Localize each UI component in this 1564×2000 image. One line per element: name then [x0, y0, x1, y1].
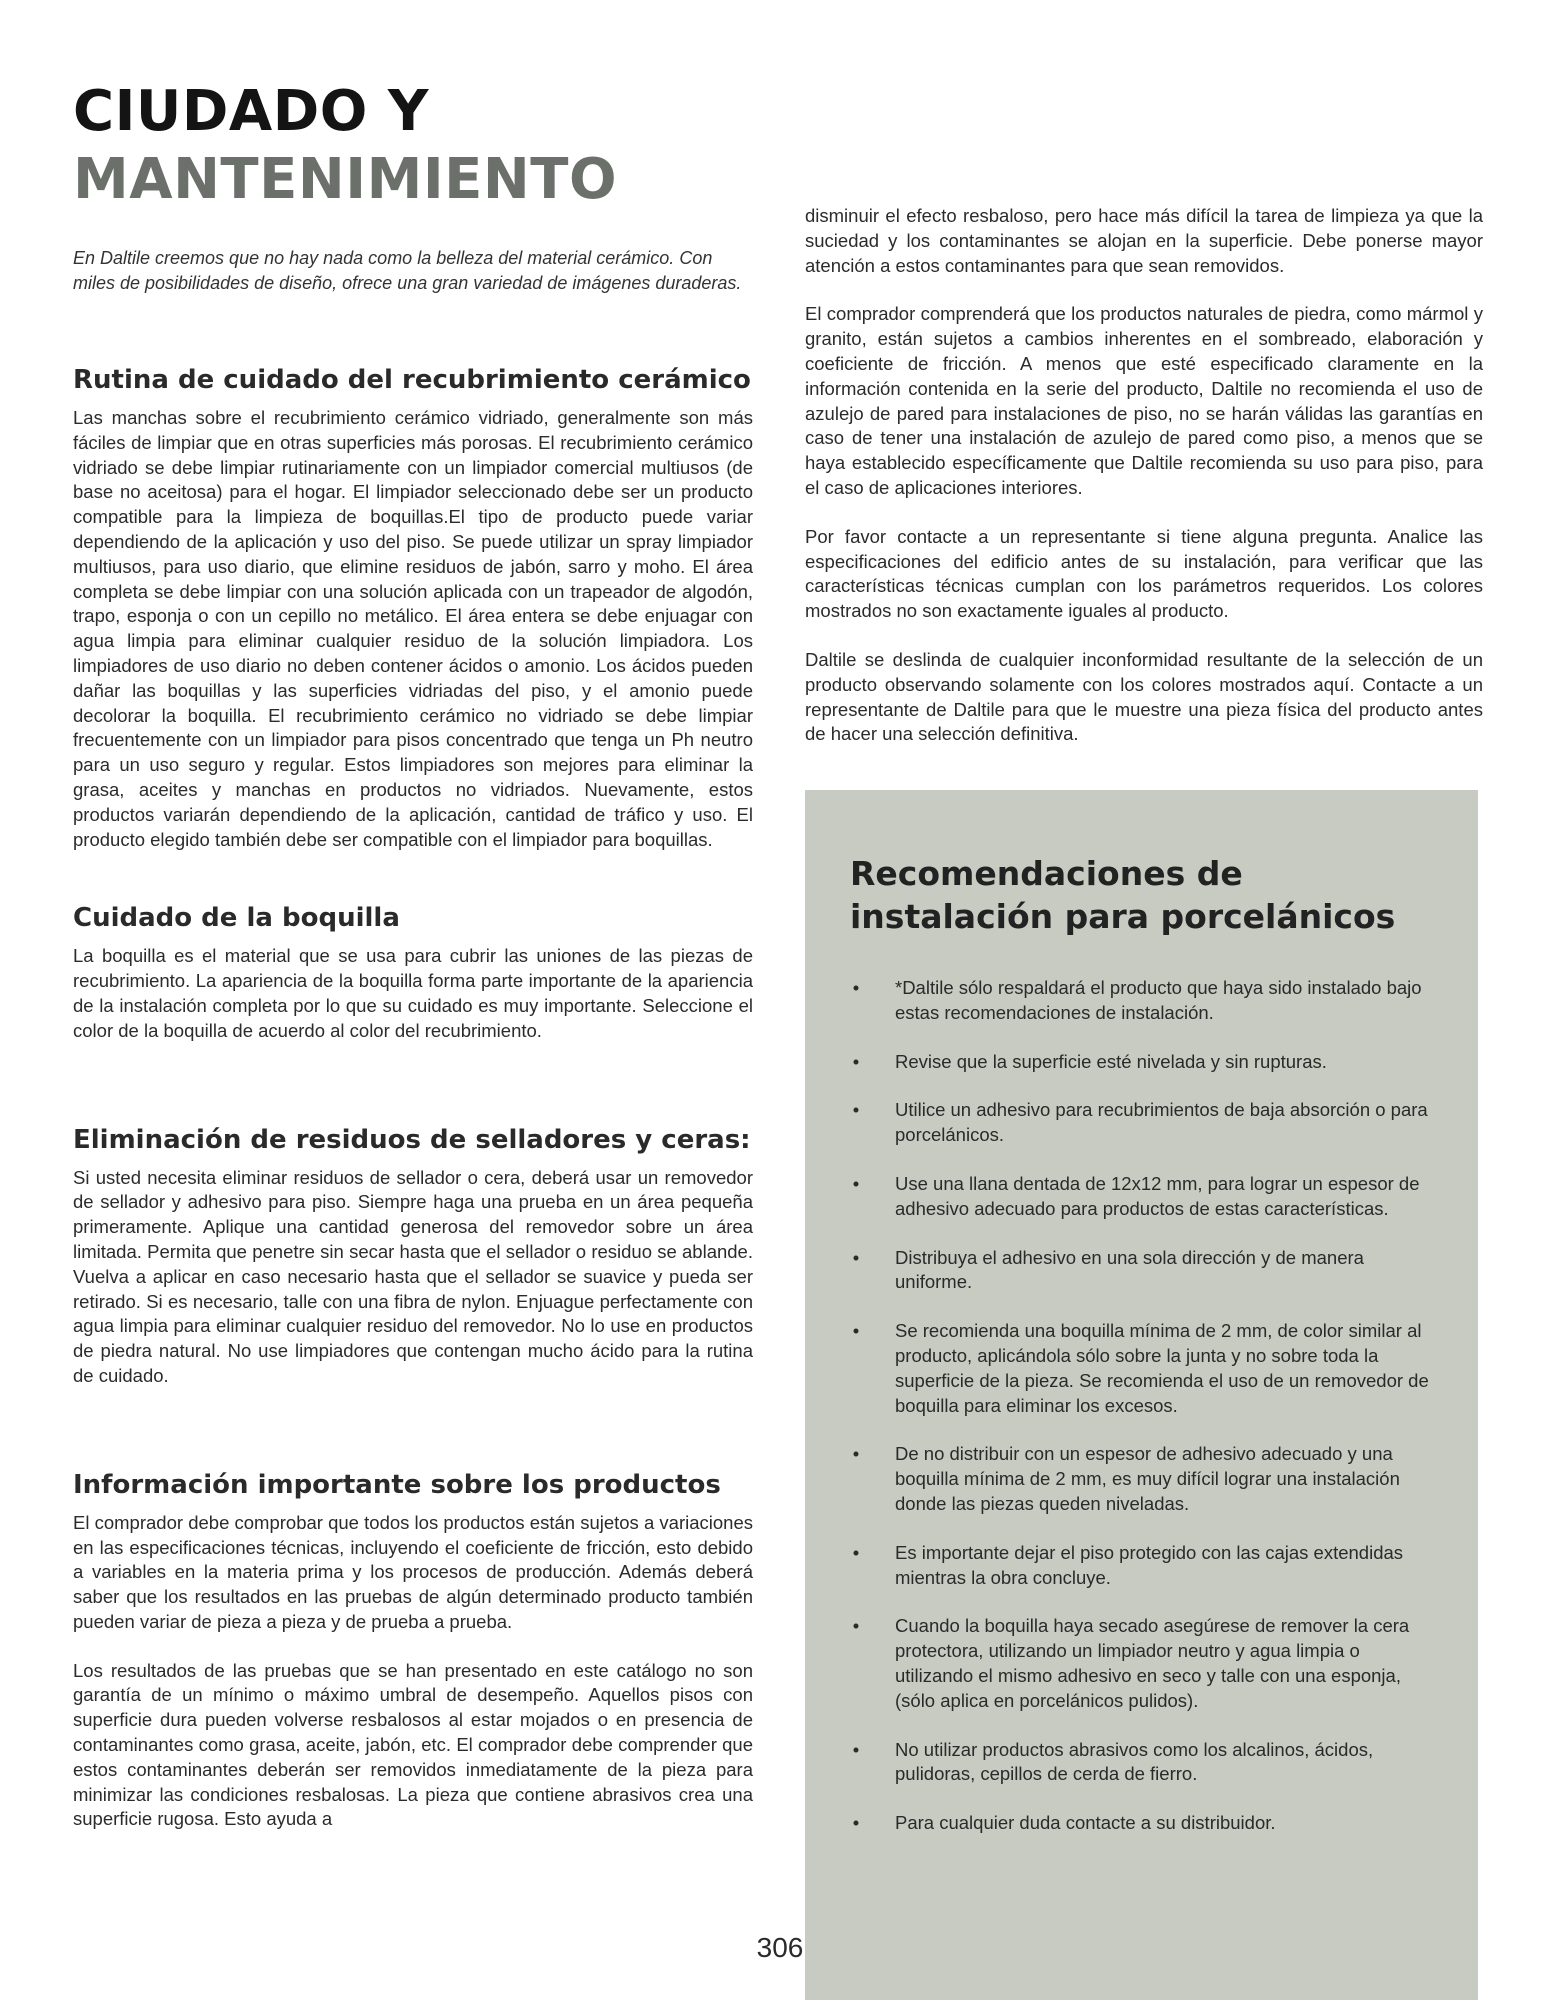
- recommendation-list: [850, 976, 1430, 1860]
- list-item-text: Para cualquier duda contacte a su distribuidor.: [895, 1812, 1276, 1834]
- list-item: [850, 1738, 1430, 1788]
- list-item: [850, 1541, 1430, 1591]
- list-item: [850, 1050, 1430, 1075]
- section-eliminacion: [73, 1122, 753, 1389]
- title-line-2: MANTENIMIENTO: [73, 147, 618, 212]
- paragraph: disminuir el efecto resbaloso, pero hace más difícil la tarea de limpieza ya que la suciedad y los contaminantes se alojan en la superficie. Debe ponerse mayor atención a estos contaminantes para que sean removidos.: [805, 205, 1483, 276]
- list-item-text: De no distribuir con un espesor de adhesivo adecuado y una boquilla mínima de 2 mm, es muy difícil lograr una instalación donde las piezas queden niveladas.: [895, 1443, 1400, 1514]
- bullet-icon: •: [852, 1320, 860, 1342]
- section-body: Las manchas sobre el recubrimiento cerámico vidriado, generalmente son más fáciles de limpiar que en otras superficies más porosas. El recubrimiento cerámico vidriado se debe limpiar rutinariamente con un limpiador comercial multiusos (de base no aceitosa) para el hogar. El limpiador seleccionado debe ser un producto compatible para la limpieza de boquillas.El tipo de producto puede variar dependiendo de la aplicación y uso del piso. Se puede utilizar un spray limpiador multiusos, para uso diario, que elimine residuos de jabón, sarro y moho. El área completa se debe limpiar con una solución aplicada con un trapeador de algodón, trapo, esponja o con un cepillo no metálico. El área entera se debe enjuagar con agua limpia para eliminar cualquier residuo de la solución limpiadora. Los limpiadores de uso diario no deben contener ácidos o amonio. Los ácidos pueden dañar las boquillas y las superficies vidriadas del piso, y el amonio puede decolorar la boquilla. El recubrimiento cerámico no vidriado se debe limpiar frecuentemente con un limpiador para pisos concentrado que tenga un Ph neutro para un uso seguro y regular. Estos limpiadores son mejores para eliminar la grasa, aceites y manchas en productos no vidriados. Nuevamente, estos productos variarán dependiendo de la aplicación, cantidad de tráfico y uso. El producto elegido también debe ser compatible con el limpiador para boquillas.: [73, 407, 753, 850]
- title-line-1: CIUDADO Y: [73, 79, 429, 144]
- section-heading: Eliminación de residuos de selladores y ceras:: [73, 1124, 751, 1155]
- paragraph: Daltile se deslinda de cualquier inconformidad resultante de la selección de un producto observando solamente con los colores mostrados aquí. Contacte a un representante de Daltile para que le muestre una pieza física del producto antes de hacer una selección definitiva.: [805, 648, 1483, 745]
- right-column: [805, 204, 1483, 771]
- bullet-icon: •: [852, 1443, 860, 1465]
- list-item-text: Revise que la superficie esté nivelada y sin rupturas.: [895, 1050, 1327, 1072]
- bullet-icon: •: [852, 1172, 860, 1194]
- list-item-text: Use una llana dentada de 12x12 mm, para lograr un espesor de adhesivo adecuado para productos de estas características.: [895, 1172, 1420, 1219]
- list-item-text: Utilice un adhesivo para recubrimientos de baja absorción o para porcelánicos.: [895, 1099, 1428, 1146]
- section-heading: Rutina de cuidado del recubrimiento cerámico: [73, 365, 751, 395]
- bullet-icon: •: [852, 1541, 860, 1563]
- section-body: Si usted necesita eliminar residuos de sellador o cera, deberá usar un removedor de sellador y adhesivo para piso. Siempre haga una prueba en un área pequeña primeramente. Aplique una cantidad generosa del removedor sobre un área limitada. Permita que penetre sin secar hasta que el sellador o residuo se ablande. Vuelva a aplicar en caso necesario hasta que el sellador se suavice y pueda ser retirado. Si es necesario, talle con una fibra de nylon. Enjuague perfectamente con agua limpia para eliminar cualquier residuo del removedor. No lo use en productos de piedra natural. No use limpiadores que contengan mucho ácido para la rutina de cuidado.: [73, 1166, 753, 1386]
- left-column: [73, 362, 753, 1832]
- list-item: [850, 1319, 1430, 1418]
- bullet-icon: •: [852, 1246, 860, 1268]
- paragraph: El comprador comprenderá que los productos naturales de piedra, como mármol y granito, están sujetos a cambios inherentes en el sombreado, elaboración y coeficiente de fricción. A menos que esté especificado claramente en la información contenida en la serie del producto, Daltile no recomienda el uso de azulejo de pared para instalaciones de piso, no se harán válidas las garantías en caso de tener una instalación de azulejo de pared como piso, a menos que se haya establecido específicamente que Daltile recomienda su uso para piso, para el caso de aplicaciones interiores.: [805, 303, 1483, 498]
- list-item: [850, 1172, 1430, 1222]
- list-item: [850, 1442, 1430, 1516]
- page-number: 306: [756, 1932, 804, 1963]
- list-item: [850, 976, 1430, 1026]
- bullet-icon: •: [852, 1050, 860, 1072]
- list-item-text: Se recomienda una boquilla mínima de 2 mm, de color similar al producto, aplicándola sólo sobre la junta y no sobre toda la superficie de la pieza. Se recomienda el uso de un removedor de boquilla para eliminar los excesos.: [895, 1320, 1429, 1416]
- panel-heading: Recomendaciones de instalación para porcelánicos: [850, 854, 1396, 936]
- section-body: La boquilla es el material que se usa para cubrir las uniones de las piezas de recubrimiento. La apariencia de la boquilla forma parte importante de la apariencia de la instalación completa por lo que su cuidado es muy importante. Seleccione el color de la boquilla de acuerdo al color del recubrimiento.: [73, 945, 753, 1041]
- section-rutina: [73, 362, 753, 852]
- list-item: [850, 1614, 1430, 1713]
- section-heading: Información importante sobre los productos: [73, 1469, 721, 1500]
- section-body: El comprador debe comprobar que todos los productos están sujetos a variaciones en las especificaciones técnicas, incluyendo el coeficiente de fricción, esto debido a variables en la materia prima y los procesos de producción. Además deberá saber que los resultados en las pruebas de algún determinado producto también pueden variar de pieza a pieza y de prueba a prueba.: [73, 1511, 753, 1632]
- intro-text: En Daltile creemos que no hay nada como la belleza del material cerámico. Con miles de posibilidades de diseño, ofrece una gran variedad de imágenes duraderas.: [73, 248, 742, 293]
- section-body: Los resultados de las pruebas que se han presentado en este catálogo no son garantía de un mínimo o máximo umbral de desempeño. Aquellos pisos con superficie dura pueden volverse resbalosos al estar mojados o en presencia de contaminantes como grasa, aceite, jabón, etc. El comprador debe comprender que estos contaminantes deberán ser removidos inmediatamente de la pieza para minimizar las condiciones resbalosas. La pieza que contiene abrasivos crea una superficie rugosa. Esto ayuda a: [73, 1659, 753, 1830]
- bullet-icon: •: [852, 1615, 860, 1637]
- bullet-icon: •: [852, 1738, 860, 1760]
- section-heading: Cuidado de la boquilla: [73, 903, 400, 934]
- bullet-icon: •: [852, 1812, 860, 1834]
- list-item-text: No utilizar productos abrasivos como los alcalinos, ácidos, pulidoras, cepillos de cerda de fierro.: [895, 1738, 1374, 1785]
- list-item: [850, 1098, 1430, 1148]
- list-item-text: Cuando la boquilla haya secado asegúrese de remover la cera protectora, utilizando un limpiador neutro y agua limpia o utilizando el mismo adhesivo en seco y talle con una esponja, (sólo aplica en porcelánicos pulidos).: [895, 1615, 1410, 1711]
- list-item: [850, 1246, 1430, 1296]
- paragraph: Por favor contacte a un representante si tiene alguna pregunta. Analice las especificaciones del edificio antes de su instalación, para verificar que las características técnicas cumplan con los parámetros requeridos. Los colores mostrados no son exactamente iguales al producto.: [805, 525, 1483, 622]
- bullet-icon: •: [852, 977, 860, 998]
- bullet-icon: •: [852, 1099, 860, 1121]
- installation-recommendations-panel: [805, 790, 1478, 2000]
- list-item: [850, 1811, 1430, 1836]
- section-boquilla: [73, 900, 753, 1043]
- section-informacion: [73, 1467, 753, 1833]
- list-item-text: Distribuya el adhesivo en una sola dirección y de manera uniforme.: [895, 1246, 1364, 1293]
- page-title: [73, 78, 617, 214]
- list-item-text: Es importante dejar el piso protegido con las cajas extendidas mientras la obra concluye.: [895, 1541, 1404, 1588]
- list-item-text: *Daltile sólo respaldará el producto que haya sido instalado bajo estas recomendaciones de instalación.: [895, 977, 1422, 1023]
